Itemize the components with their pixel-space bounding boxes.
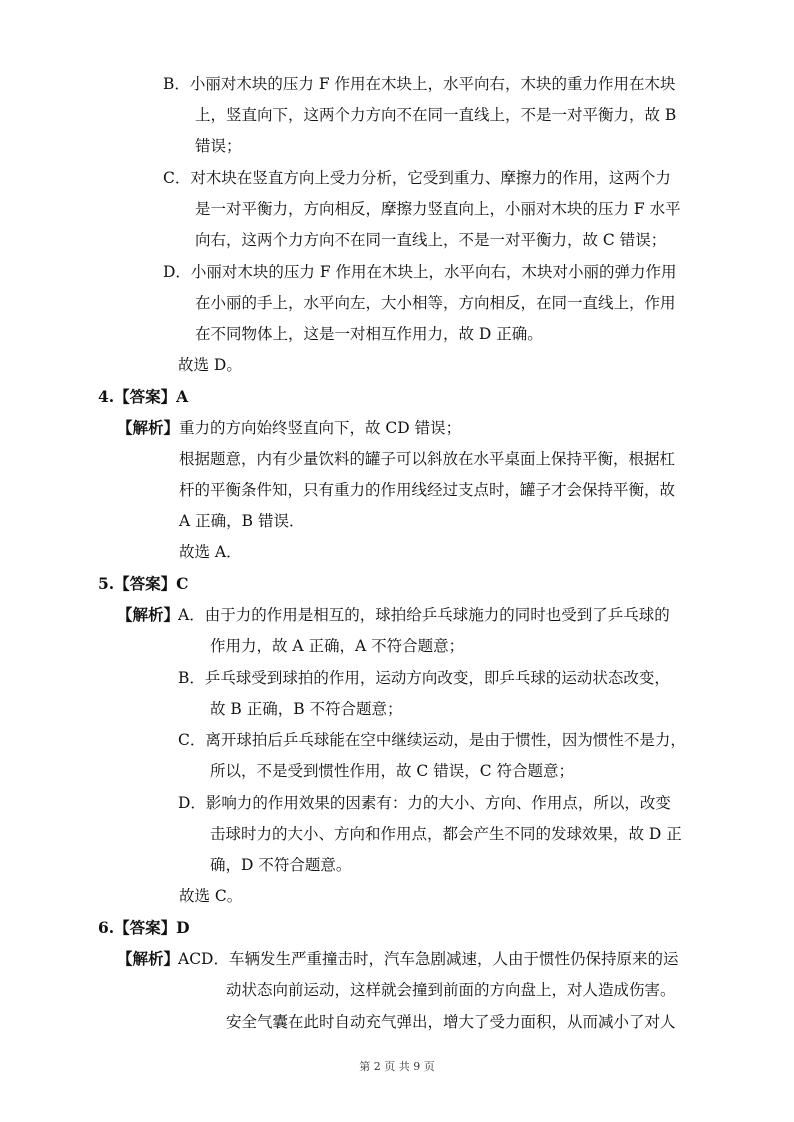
q5-option-b-line1: B．乒乓球受到球拍的作用，运动方向改变，即乒乓球的运动状态改变， — [178, 669, 670, 687]
q4-answer-header: 4.【答案】A — [98, 387, 189, 406]
q3-option-c-line3: 向右，这两个力方向不在同一直线上，不是一对平衡力，故 C 错误； — [195, 231, 667, 249]
q3-option-c-line1: C．对木块在竖直方向上受力分析，它受到重力、摩擦力的作用，这两个力 — [163, 169, 671, 187]
q3-option-b-line3: 错误； — [195, 137, 242, 155]
q6-analysis-line2: 动状态向前运动，这样就会撞到前面的方向盘上，对人造成伤害。 — [226, 981, 676, 999]
q3-option-d-line2: 在小丽的手上，水平向左，大小相等，方向相反，在同一直线上，作用 — [195, 294, 676, 312]
q3-conclusion: 故选 D。 — [178, 356, 242, 374]
q6-analysis-label: 【解析】 — [117, 949, 180, 968]
q6-answer-header: 6.【答案】D — [98, 918, 190, 937]
q4-analysis-label: 【解析】 — [117, 418, 180, 437]
q5-option-c-line2: 所以，不是受到惯性作用，故 C 错误，C 符合题意； — [210, 762, 575, 780]
q3-option-c-line2: 是一对平衡力，方向相反，摩擦力竖直向上，小丽对木块的压力 F 水平 — [195, 200, 681, 218]
q3-option-d-line1: D．小丽对木块的压力 F 作用在木块上，水平向右，木块对小丽的弹力作用 — [163, 263, 677, 281]
q4-analysis-line3: 杆的平衡条件知，只有重力的作用线经过支点时，罐子才会保持平衡，故 — [179, 481, 676, 499]
q3-option-d-line3: 在不同物体上，这是一对相互作用力，故 D 正确。 — [195, 325, 543, 343]
q5-option-d-line3: 确，D 不符合题意。 — [210, 856, 352, 874]
q5-option-b-line2: 故 B 正确，B 不符合题意； — [210, 700, 403, 718]
page-number-footer: 第 2 页 共 9 页 — [359, 1060, 435, 1073]
q5-option-d-line1: D．影响力的作用效果的因素有：力的大小、方向、作用点，所以，改变 — [178, 794, 671, 812]
q5-analysis-label: 【解析】 — [117, 605, 180, 624]
q5-option-a-line1: A．由于力的作用是相互的，球拍给乒乓球施力的同时也受到了乒乓球的 — [178, 606, 670, 624]
q4-analysis-line1: 重力的方向始终竖直向下，故 CD 错误； — [179, 419, 462, 437]
q4-analysis-line4: A 正确，B 错误． — [179, 512, 305, 530]
q6-analysis-line1: ACD．车辆发生严重撞击时，汽车急剧减速，人由于惯性仍保持原来的运 — [178, 950, 679, 968]
q5-option-d-line2: 击球时力的大小、方向和作用点，都会产生不同的发球效果，故 D 正 — [210, 825, 682, 843]
q5-answer-header: 5.【答案】C — [98, 574, 189, 593]
q5-option-a-line2: 作用力，故 A 正确，A 不符合题意； — [210, 637, 465, 655]
q4-conclusion: 故选 A． — [179, 543, 242, 561]
q6-analysis-line3: 安全气囊在此时自动充气弹出，增大了受力面积，从而减小了对人 — [226, 1013, 676, 1031]
q3-option-b-line2: 上，竖直向下，这两个力方向不在同一直线上，不是一对平衡力，故 B — [195, 106, 677, 124]
q5-option-c-line1: C．离开球拍后乒乓球能在空中继续运动，是由于惯性，因为惯性不是力， — [178, 731, 686, 749]
q4-analysis-line2: 根据题意，内有少量饮料的罐子可以斜放在水平桌面上保持平衡，根据杠 — [179, 450, 676, 468]
q5-conclusion: 故选 C。 — [179, 887, 243, 905]
q3-option-b-line1: B．小丽对木块的压力 F 作用在木块上，水平向右，木块的重力作用在木块 — [163, 75, 676, 93]
